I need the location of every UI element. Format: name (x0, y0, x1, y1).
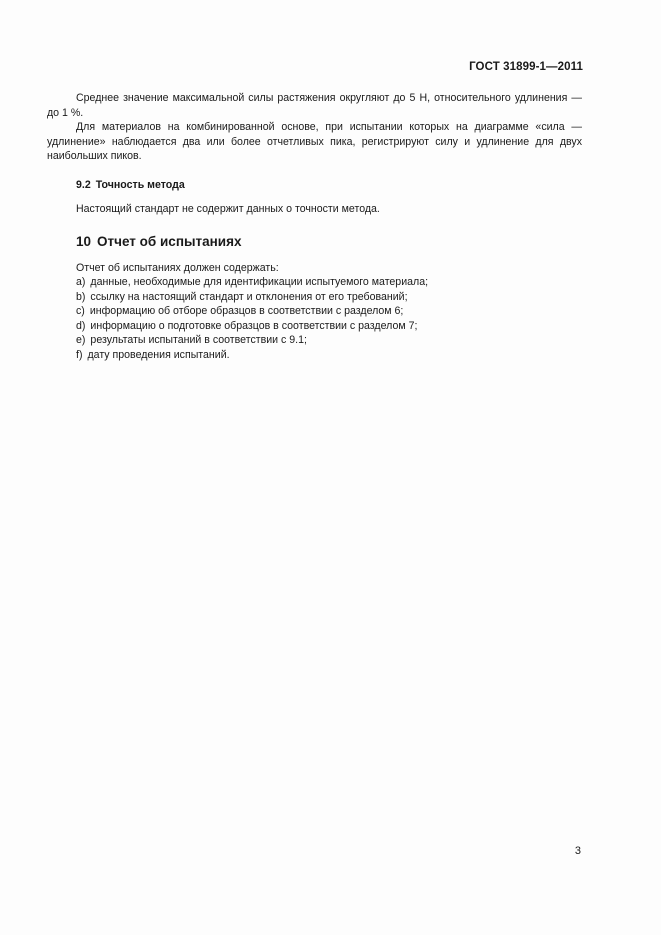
paragraph-rounding: Среднее значение максимальной силы растяжения округляют до 5 Н, относительного удлинения — до 1 %. (47, 92, 582, 119)
report-intro: Отчет об испытаниях должен содержать: (76, 261, 279, 274)
list-item-text: информацию об отборе образцов в соответствии с разделом 6; (89, 305, 404, 317)
list-item (47, 333, 582, 348)
list-item-text: информацию о подготовке образцов в соответствии с разделом 7; (90, 319, 418, 332)
report-contents-list (47, 275, 582, 362)
list-item (47, 319, 582, 334)
chapter-heading-10 (47, 233, 582, 251)
standard-code-header: ГОСТ 31899-1—2011 (469, 61, 583, 73)
list-marker: c) (76, 305, 85, 317)
list-item (47, 290, 582, 305)
list-item (47, 304, 582, 319)
chapter-number: 10 (76, 233, 92, 249)
list-item (47, 275, 582, 290)
list-item-text: дату проведения испытаний. (87, 348, 230, 361)
list-item-text: результаты испытаний в соответствии с 9.1; (90, 334, 307, 346)
list-marker: a) (76, 276, 86, 288)
list-marker: b) (76, 290, 86, 303)
list-item-text: данные, необходимые для идентификации испытуемого материала; (90, 276, 429, 288)
list-item (47, 348, 582, 363)
list-marker: f) (76, 348, 83, 361)
page-number: 3 (574, 845, 581, 857)
page-content (47, 91, 582, 362)
paragraph-combined-materials: Для материалов на комбинированной основе, при испытании которых на диаграмме «сила — удлинение» наблюдается два или более отчетливых пика, регистрируют силу и удлинение для двух наибольших пиков. (47, 121, 582, 162)
section-heading-9-2 (47, 178, 582, 193)
section-title: Точность метода (95, 178, 185, 191)
paragraph-precision: Настоящий стандарт не содержит данных о точности метода. (76, 203, 380, 215)
section-number: 9.2 (76, 178, 91, 191)
list-item-text: ссылку на настоящий стандарт и отклонения от его требований; (90, 290, 408, 303)
chapter-title: Отчет об испытаниях (97, 233, 242, 249)
list-marker: d) (76, 319, 86, 332)
list-marker: e) (76, 334, 86, 346)
